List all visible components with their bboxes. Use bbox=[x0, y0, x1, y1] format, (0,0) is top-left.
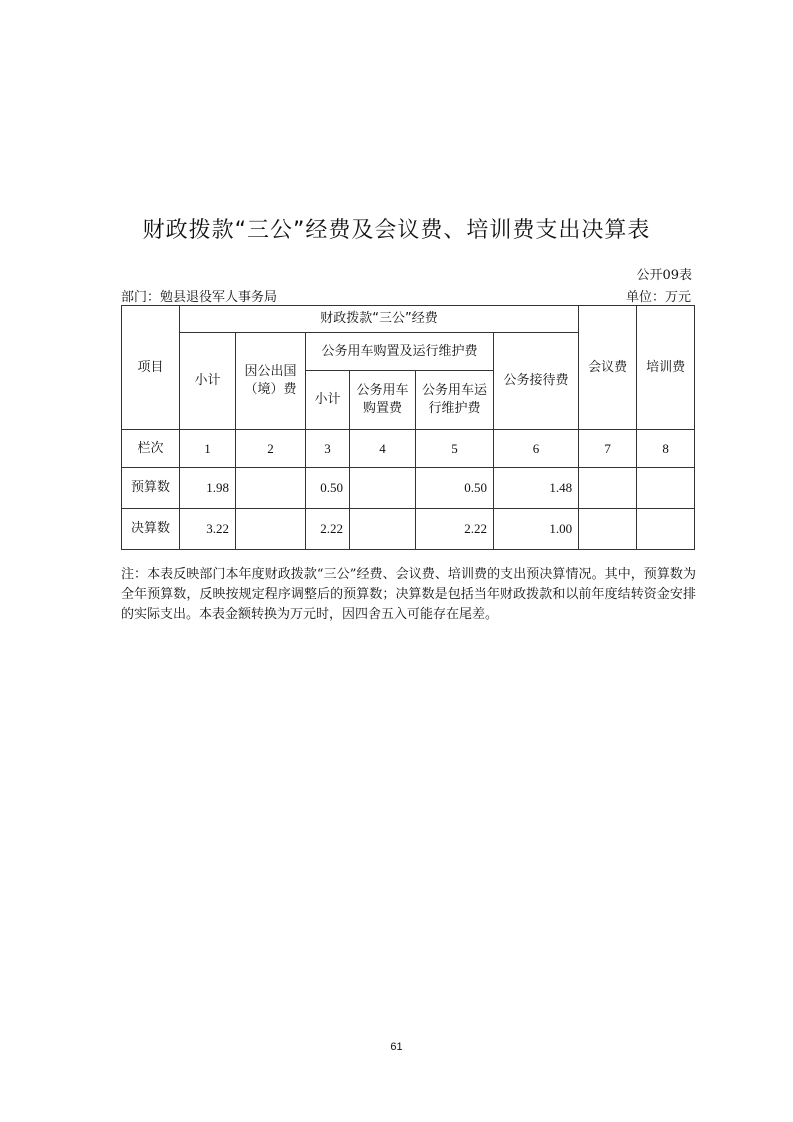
column-index-cell: 2 bbox=[236, 430, 306, 468]
table-row bbox=[122, 468, 695, 509]
row-label: 决算数 bbox=[122, 509, 180, 550]
table-cell bbox=[579, 509, 637, 550]
table-row bbox=[122, 509, 695, 550]
table-cell bbox=[637, 509, 695, 550]
column-index-cell: 1 bbox=[180, 430, 236, 468]
column-index-label: 栏次 bbox=[122, 430, 180, 468]
department-label: 部门：勉县退役军人事务局 bbox=[121, 290, 278, 305]
table-cell bbox=[579, 468, 637, 509]
page-number: 61 bbox=[390, 1041, 403, 1053]
column-index-cell: 3 bbox=[306, 430, 350, 468]
header-reception: 公务接待费 bbox=[494, 333, 579, 430]
table-cell: 1.00 bbox=[494, 509, 579, 550]
table-cell: 3.22 bbox=[180, 509, 236, 550]
header-vehicle-operation: 公务用车运行维护费 bbox=[416, 371, 494, 430]
header-vehicle-subtotal: 小计 bbox=[306, 371, 350, 430]
header-vehicle-purchase: 公务用车购置费 bbox=[350, 371, 416, 430]
header-meeting: 会议费 bbox=[579, 306, 637, 430]
footnote: 注：本表反映部门本年度财政拨款“三公”经费、会议费、培训费的支出预决算情况。其中，预算数为全年预算数，反映按规定程序调整后的预算数；决算数是包括当年财政拨款和以前年度结转资金安排的实际支出。本表金额转换为万元时，因四舍五入可能存在尾差。 bbox=[121, 567, 696, 622]
table-cell: 2.22 bbox=[306, 509, 350, 550]
table-cell bbox=[236, 468, 306, 509]
header-item: 项目 bbox=[122, 306, 180, 430]
row-label: 预算数 bbox=[122, 468, 180, 509]
table-cell bbox=[236, 509, 306, 550]
header-three-public: 财政拨款“三公”经费 bbox=[180, 306, 579, 333]
header-training: 培训费 bbox=[637, 306, 695, 430]
column-index-cell: 8 bbox=[637, 430, 695, 468]
table-cell: 0.50 bbox=[416, 468, 494, 509]
table-number: 公开09表 bbox=[636, 268, 692, 283]
header-abroad: 因公出国（境）费 bbox=[236, 333, 306, 430]
table-cell bbox=[637, 468, 695, 509]
unit-label: 单位：万元 bbox=[625, 290, 691, 305]
table-cell: 1.98 bbox=[180, 468, 236, 509]
header-subtotal: 小计 bbox=[180, 333, 236, 430]
column-index-cell: 7 bbox=[579, 430, 637, 468]
page-title: 财政拨款“三公”经费及会议费、培训费支出决算表 bbox=[142, 218, 651, 243]
table-cell: 0.50 bbox=[306, 468, 350, 509]
column-index-cell: 5 bbox=[416, 430, 494, 468]
table-cell: 1.48 bbox=[494, 468, 579, 509]
table-cell bbox=[350, 509, 416, 550]
expenditure-table bbox=[121, 305, 695, 550]
table-cell bbox=[350, 468, 416, 509]
table-cell: 2.22 bbox=[416, 509, 494, 550]
header-vehicle: 公务用车购置及运行维护费 bbox=[306, 333, 494, 371]
column-index-cell: 4 bbox=[350, 430, 416, 468]
column-index-cell: 6 bbox=[494, 430, 579, 468]
